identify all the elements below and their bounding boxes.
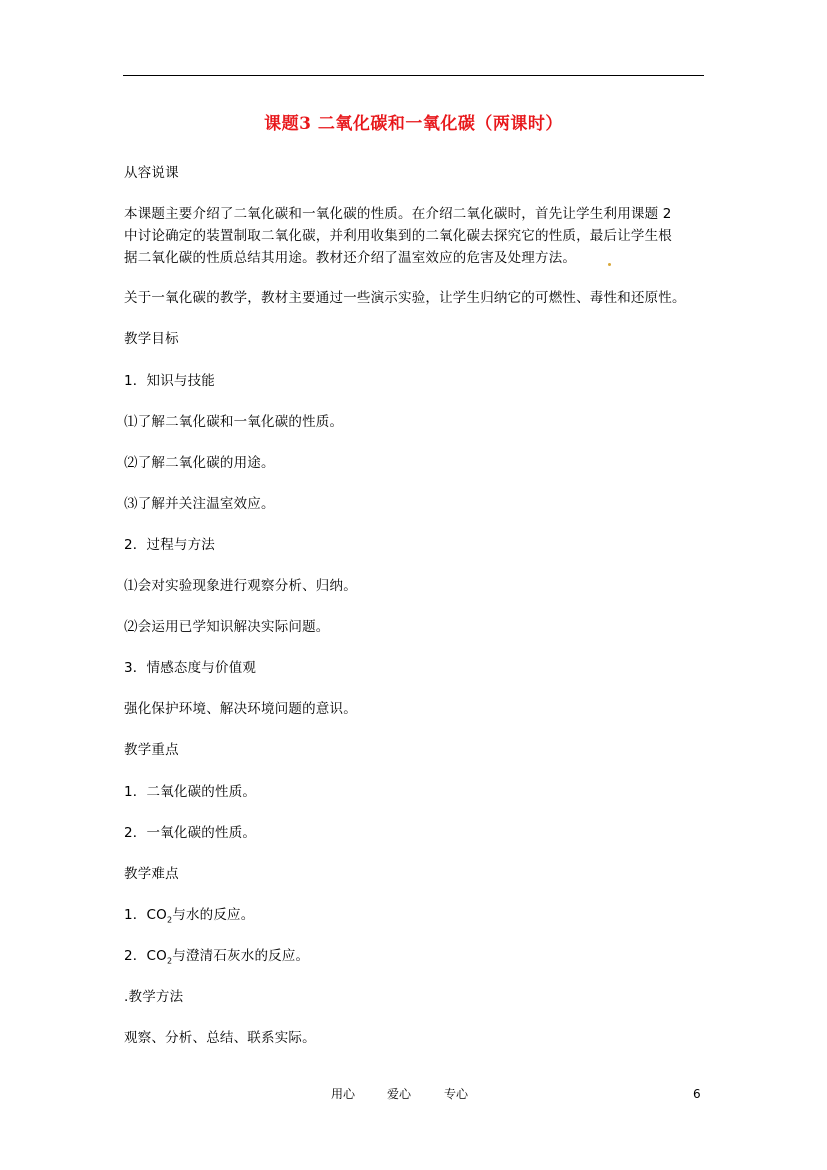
goal-1-item-a: ⑴了解二氧化碳和一氧化碳的性质。	[124, 414, 344, 430]
intro-paragraph-1-line-3: 据二氧化碳的性质总结其用途。教材还介绍了温室效应的危害及处理方法。	[124, 250, 577, 266]
footer-motto-3: 专心	[444, 1087, 469, 1101]
section-heading-goals: 教学目标	[124, 331, 179, 347]
difficulty-2-formula: 2．CO	[124, 948, 167, 964]
difficulty-1	[124, 904, 254, 932]
section-heading-difficulties: 教学难点	[124, 866, 179, 882]
goal-1-item-b: ⑵了解二氧化碳的用途。	[124, 455, 275, 471]
stray-mark	[608, 263, 611, 266]
section-heading-key-points: 教学重点	[124, 742, 179, 758]
difficulty-1-formula: 1．CO	[124, 907, 167, 923]
header-rule	[123, 75, 704, 76]
footer-motto-1: 用心	[331, 1087, 356, 1101]
goal-2-item-a: ⑴会对实验现象进行观察分析、归纳。	[124, 578, 357, 594]
difficulty-1-subscript: 2	[166, 915, 173, 925]
section-heading-intro: 从容说课	[124, 165, 179, 181]
document-title: 课题3 二氧化碳和一氧化碳（两课时）	[264, 114, 563, 134]
goal-1-item-c: ⑶了解并关注温室效应。	[124, 496, 275, 512]
section-heading-methods: .教学方法	[124, 989, 184, 1005]
intro-paragraph-1-line-1: 本课题主要介绍了二氧化碳和一氧化碳的性质。在介绍二氧化碳时，首先让学生利用课题 2	[124, 206, 672, 222]
goal-3-item-a: 强化保护环境、解决环境问题的意识。	[124, 701, 357, 717]
intro-paragraph-1	[124, 203, 706, 269]
methods-text: 观察、分析、总结、联系实际。	[124, 1030, 316, 1046]
key-point-1: 1．二氧化碳的性质。	[124, 784, 257, 800]
goal-1-heading: 1．知识与技能	[124, 373, 215, 389]
goal-2-item-b: ⑵会运用已学知识解决实际问题。	[124, 619, 330, 635]
difficulty-1-text: 与水的反应。	[172, 907, 255, 923]
difficulty-2-text: 与澄清石灰水的反应。	[172, 948, 310, 964]
page-number: 6	[693, 1087, 701, 1101]
difficulty-2-subscript: 2	[166, 956, 173, 966]
goal-2-heading: 2．过程与方法	[124, 537, 215, 553]
intro-paragraph-1-line-2: 中讨论确定的装置制取二氧化碳，并利用收集到的二氧化碳去探究它的性质，最后让学生根	[124, 228, 672, 244]
footer-motto-2: 爱心	[387, 1087, 412, 1101]
difficulty-2	[124, 945, 309, 973]
key-point-2: 2．一氧化碳的性质。	[124, 825, 257, 841]
intro-paragraph-2: 关于一氧化碳的教学，教材主要通过一些演示实验，让学生归纳它的可燃性、毒性和还原性。	[124, 290, 686, 306]
goal-3-heading: 3．情感态度与价值观	[124, 660, 257, 676]
